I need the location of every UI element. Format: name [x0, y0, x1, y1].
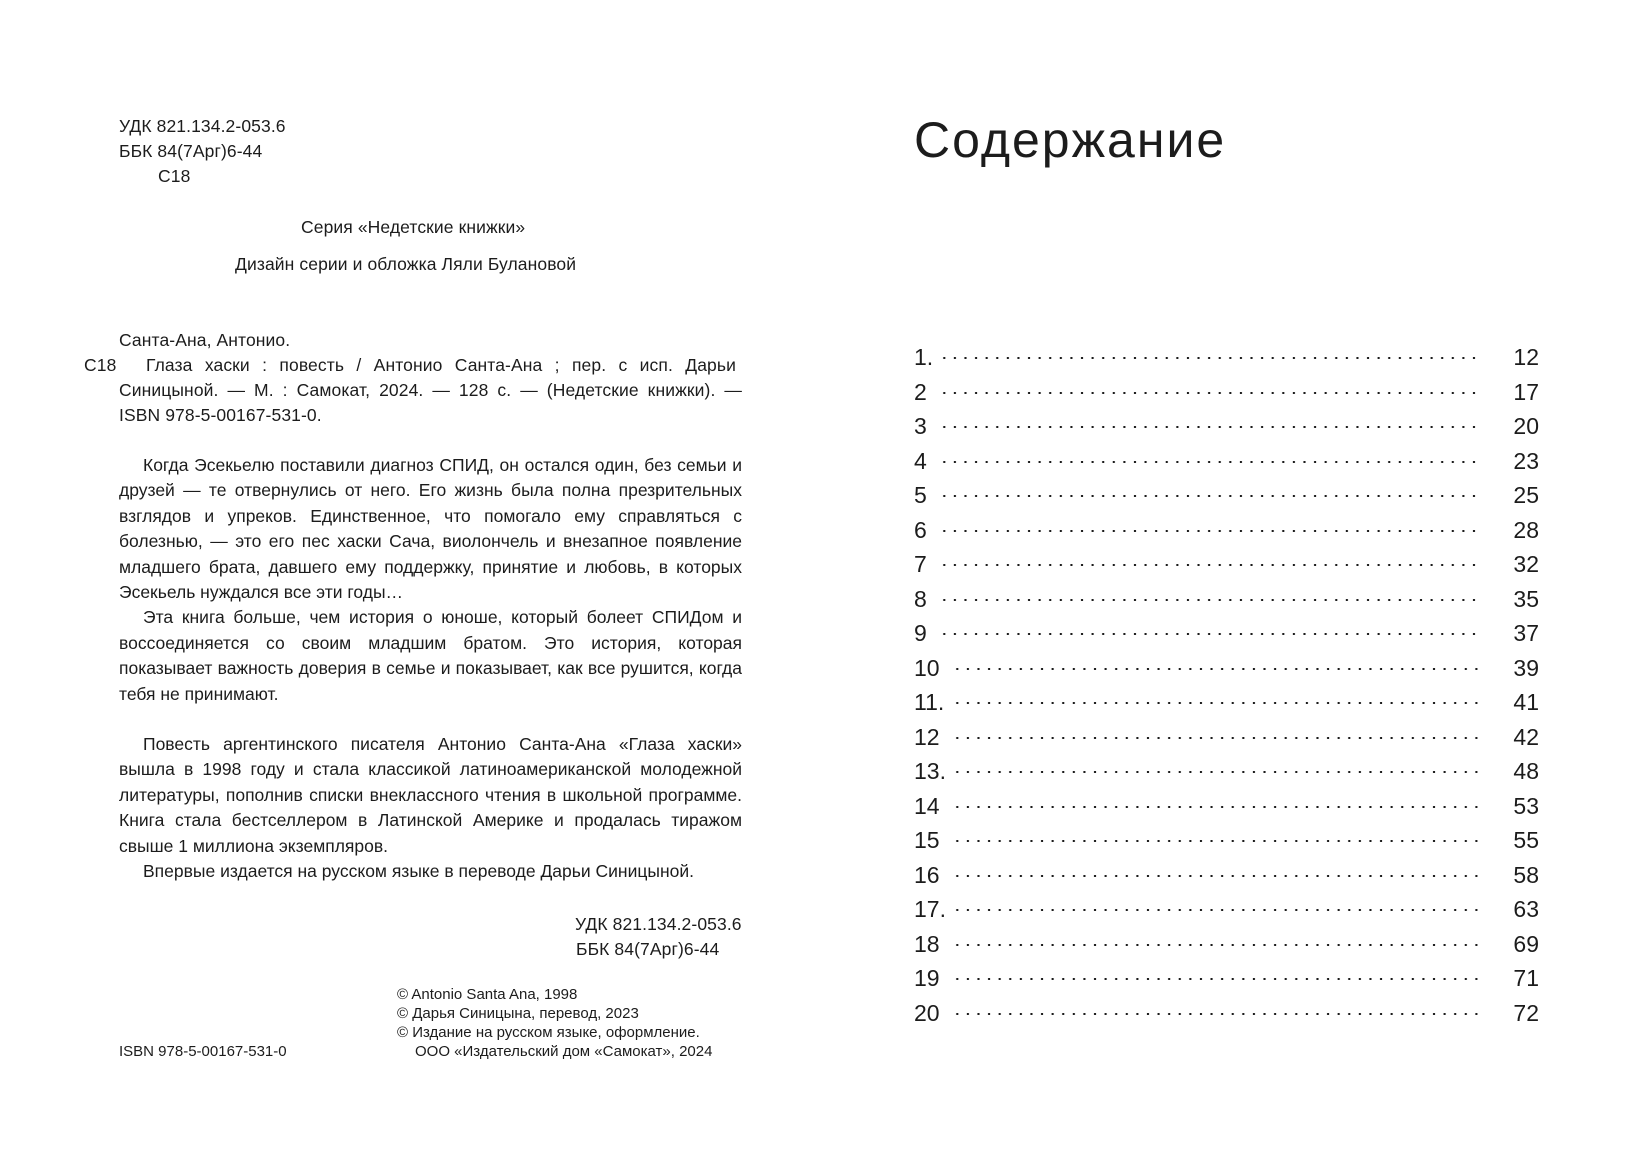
biblio-line-3: ISBN 978-5-00167-531-0. [119, 405, 322, 425]
contents-entry [914, 892, 1539, 927]
copyright-line: © Издание на русском языке, оформление. [397, 1024, 700, 1041]
contents-entry [914, 754, 1539, 789]
contents-entry [914, 961, 1539, 996]
annotation-paragraph: Впервые издается на русском языке в переводе Дарьи Синицыной. [143, 861, 695, 882]
page-number: 71 [1513, 965, 1539, 991]
dot-leader [939, 426, 1482, 428]
dot-leader [952, 1013, 1482, 1015]
chapter-number: 14 [914, 792, 940, 819]
contents-entry [914, 375, 1539, 410]
dot-leader [939, 564, 1482, 566]
page-number: 58 [1513, 861, 1539, 888]
page-number: 23 [1513, 447, 1539, 474]
dot-leader [952, 909, 1482, 911]
contents-entry [914, 409, 1539, 444]
udk-code-bottom: УДК 821.134.2-053.6 [575, 914, 742, 934]
contents-entry [914, 513, 1539, 548]
chapter-number: 9 [914, 620, 927, 646]
page-number: 69 [1513, 930, 1539, 957]
page-number: 63 [1513, 896, 1539, 922]
contents-entry [914, 651, 1539, 686]
chapter-number: 12 [914, 723, 940, 750]
dot-leader [952, 978, 1482, 980]
dot-leader [952, 944, 1482, 946]
contents-entry [914, 340, 1539, 375]
contents-entry [914, 582, 1539, 617]
copyright-line: © Antonio Santa Ana, 1998 [397, 986, 578, 1003]
chapter-number: 11. [914, 689, 945, 715]
page-number: 28 [1513, 516, 1539, 543]
page-number: 20 [1513, 413, 1539, 439]
copyright-line: © Дарья Синицына, перевод, 2023 [397, 1005, 639, 1022]
chapter-number: 5 [914, 482, 927, 508]
chapter-number: 7 [914, 551, 927, 577]
copyright-line: ООО «Издательский дом «Самокат», 2024 [415, 1043, 713, 1060]
contents-entry [914, 720, 1539, 755]
annotation-paragraph: Повесть аргентинского писателя Антонио Санта-Ана «Глаза хаски» вышла в 1998 году и стала классикой латиноамериканской молодежной литературы, пополнив списки внеклассного чтения в школьной программе. Книга стала бестселлером в Латинской Америке и продалась тиражом свыше 1 миллиона экземпляров. [119, 734, 742, 856]
contents-list [914, 340, 1539, 1030]
chapter-number: 1. [914, 344, 934, 370]
dot-leader [939, 530, 1482, 532]
dot-leader [952, 806, 1482, 808]
page-number: 25 [1513, 482, 1539, 508]
biblio-line-2: Синицыной. — М. : Самокат, 2024. — 128 с. — (Недетские книжки). — [119, 380, 742, 400]
page-number: 48 [1513, 758, 1539, 784]
dot-leader [939, 357, 1482, 359]
chapter-number: 19 [914, 965, 940, 991]
page-number: 55 [1513, 827, 1539, 853]
bbk-code-bottom: ББК 84(7Арг)6-44 [576, 939, 720, 959]
page-number: 42 [1513, 723, 1539, 750]
page-number: 41 [1513, 689, 1539, 715]
contents-entry [914, 823, 1539, 858]
dot-leader [952, 702, 1482, 704]
contents-entry [914, 927, 1539, 962]
page-number: 32 [1513, 551, 1539, 577]
page-number: 53 [1513, 792, 1539, 819]
dot-leader [939, 599, 1482, 601]
chapter-number: 18 [914, 930, 940, 957]
dot-leader [939, 392, 1482, 394]
udk-code-top: УДК 821.134.2-053.6 [119, 116, 286, 136]
isbn-bottom: ISBN 978-5-00167-531-0 [119, 1043, 287, 1060]
biblio-mark: С18 [84, 355, 117, 375]
chapter-number: 2 [914, 378, 927, 405]
page-number: 72 [1513, 999, 1539, 1026]
contents-entry [914, 616, 1539, 651]
contents-page [821, 0, 1642, 1163]
contents-entry [914, 444, 1539, 479]
page-number: 12 [1513, 344, 1539, 370]
chapter-number: 4 [914, 447, 927, 474]
dot-leader [952, 668, 1482, 670]
annotation-block-2 [119, 732, 742, 884]
dot-leader [952, 840, 1482, 842]
annotation-block-1 [119, 453, 742, 707]
chapter-number: 3 [914, 413, 927, 439]
contents-entry [914, 996, 1539, 1031]
dot-leader [939, 461, 1482, 463]
annotation-paragraph: Эта книга больше, чем история о юноше, который болеет СПИДом и воссоединяется со своим младшим братом. Это история, которая показывает важность доверия в семье и показывает, как все рушится, когда тебя не принимают. [119, 607, 742, 704]
contents-entry [914, 858, 1539, 893]
series-line: Серия «Недетские книжки» [301, 217, 526, 237]
chapter-number: 10 [914, 654, 940, 681]
dot-leader [952, 737, 1482, 739]
design-credit: Дизайн серии и обложка Ляли Булановой [235, 254, 577, 274]
contents-entry [914, 789, 1539, 824]
chapter-number: 17. [914, 896, 946, 922]
dot-leader [939, 633, 1482, 635]
contents-entry [914, 685, 1539, 720]
chapter-number: 15 [914, 827, 940, 853]
bbk-code-top: ББК 84(7Арг)6-44 [119, 141, 263, 161]
page-number: 17 [1513, 378, 1539, 405]
chapter-number: 13. [914, 758, 946, 784]
annotation-paragraph: Когда Эсекьелю поставили диагноз СПИД, он остался один, без семьи и друзей — те отвернулись от него. Его жизнь была полна презрительных взглядов и упреков. Единственное, что помогало ему справляться с болезнью, — это его пес хаски Сача, виолончель и внезапное появление младшего брата, давшего ему поддержку, принятие и любовь, в которых Эсекьель нуждался все эти годы… [119, 455, 742, 603]
contents-entry [914, 478, 1539, 513]
dot-leader [939, 495, 1482, 497]
biblio-line-1: Глаза хаски : повесть / Антонио Санта-Ана ; пер. с исп. Дарьи [146, 355, 736, 375]
dot-leader [952, 771, 1482, 773]
chapter-number: 20 [914, 999, 940, 1026]
contents-entry [914, 547, 1539, 582]
biblio-author: Санта-Ана, Антонио. [119, 330, 291, 350]
page-number: 35 [1513, 585, 1539, 612]
author-mark-top: С18 [158, 166, 191, 186]
chapter-number: 6 [914, 516, 927, 543]
chapter-number: 16 [914, 861, 940, 888]
chapter-number: 8 [914, 585, 927, 612]
page-number: 37 [1513, 620, 1539, 646]
page-number: 39 [1513, 654, 1539, 681]
contents-title: Содержание [914, 112, 1227, 168]
dot-leader [952, 875, 1482, 877]
